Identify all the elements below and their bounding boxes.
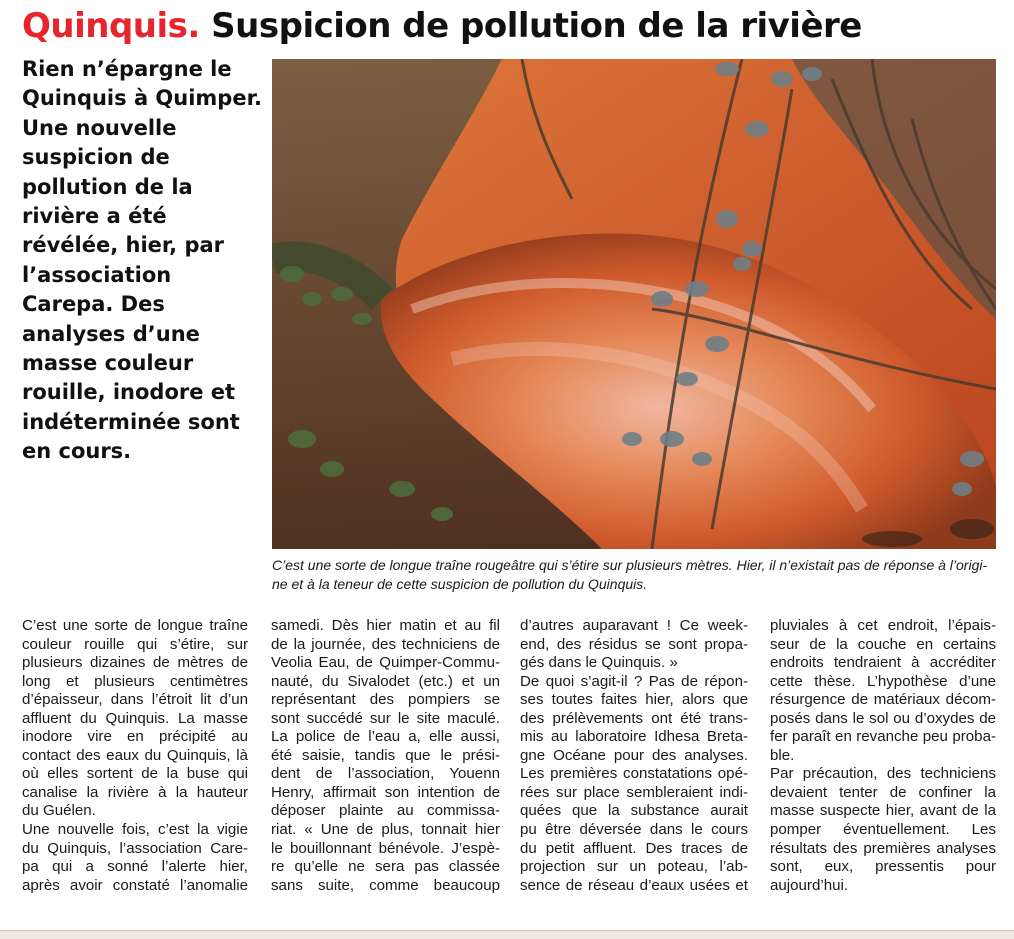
body-line: mis au laboratoire Idhesa Breta-: [520, 728, 748, 746]
body-line: plusieurs dizaines de mètres de: [22, 654, 248, 672]
body-line: du Guélen.: [22, 802, 96, 820]
body-line: La police de l’eau a, elle aussi,: [271, 728, 500, 746]
body-column-2: [271, 617, 500, 895]
lead-line: l’association: [22, 262, 172, 287]
body-line: endroits tendraient à accréditer: [770, 654, 996, 672]
article-photo: [272, 59, 996, 549]
body-line: aujourd’hui.: [770, 876, 849, 894]
body-line: où elles sortent de la buse qui: [22, 765, 248, 783]
body-line: contact des eaux du Quinquis, là: [22, 746, 248, 764]
body-line: couleur rouille qui s’étire, sur: [22, 635, 248, 653]
lead-line: rivière a été: [22, 204, 167, 229]
body-line: re qu’elle ne sera pas classée: [271, 858, 500, 876]
lead-line: suspicion de: [22, 145, 170, 170]
body-line: inodore vire en précipité au: [22, 728, 248, 746]
body-line: quées que la substance aurait: [520, 802, 748, 820]
body-line: Par précaution, des techniciens: [770, 765, 996, 783]
body-line: nauté, du Sivalodet (etc.) et un: [271, 672, 500, 690]
body-line: pa qui a sonné l’alerte hier,: [22, 858, 248, 876]
caption-line: C’est une sorte de longue traîne rougeâtre qui s’étire sur plusieurs mètres. Hier, il n’existait pas de réponse à l’origi-: [272, 557, 988, 573]
headline-title: Suspicion de pollution de la rivière: [211, 6, 862, 46]
body-line: ses toutes faites hier, alors que: [520, 691, 748, 709]
lead-line: révélée, hier, par: [22, 233, 225, 258]
lead-line: analyses d’une: [22, 321, 200, 346]
lead-line: pollution de la: [22, 174, 193, 199]
body-line: du Quinquis, l’association Care-: [22, 839, 248, 857]
headline-place: Quinquis.: [22, 6, 200, 46]
body-line: gne Océane pour des analyses.: [520, 746, 748, 764]
body-line: cette thèse. L’hypothèse d’une: [770, 672, 996, 690]
body-line: affluent du Quinquis. La masse: [22, 709, 248, 727]
body-column-1: [22, 617, 248, 895]
body-line: sence de réseau d’eaux usées et: [520, 876, 748, 894]
body-line: ble.: [770, 746, 795, 764]
lead-line: Une nouvelle: [22, 115, 177, 140]
body-column-4: [770, 617, 996, 895]
body-line: pluviales à cet endroit, l’épais-: [770, 617, 996, 634]
body-line: rées sur place sembleraient indi-: [520, 783, 748, 801]
body-line: sont succédé sur le site maculé.: [271, 709, 500, 727]
body-column-3: [520, 617, 748, 895]
body-line: seur de la couche en certains: [770, 635, 996, 653]
body-line: fer paraît en revanche peu proba-: [770, 728, 996, 746]
body-line: le bouillonnant bénévole. J’espè-: [271, 839, 500, 857]
body-line: riat. « Une de plus, tonnait hier: [271, 821, 500, 839]
caption-line: ne et à la teneur de cette suspicion de pollution du Quinquis.: [272, 576, 648, 592]
lead-line: rouille, inodore et: [22, 380, 236, 405]
body-line: résultats des premières analyses: [770, 839, 996, 857]
body-line: Les premières constatations opé-: [520, 765, 748, 783]
article-headline: [22, 4, 1002, 48]
body-line: déposer plainte au commissa-: [271, 802, 500, 820]
lead-line: Quinquis à Quimper.: [22, 86, 262, 111]
body-line: sans suite, comme beaucoup: [271, 876, 500, 894]
body-line: Henry, affirmait son intention de: [271, 783, 500, 801]
lead-paragraph: [22, 55, 262, 467]
body-line: long et plusieurs centimètres: [22, 672, 248, 690]
body-line: projection sur un poteau, l’ab-: [520, 858, 748, 876]
lead-line: Rien n’épargne le: [22, 57, 232, 81]
body-line: des prélèvements ont été trans-: [520, 709, 748, 727]
body-line: du petit affluent. Des traces de: [520, 839, 748, 857]
body-line: d’autres auparavant ! Ce week-: [520, 617, 748, 634]
body-line: après avoir constaté l’anomalie: [22, 876, 248, 894]
body-line: samedi. Dès hier matin et au fil: [271, 617, 500, 634]
body-line: sont, eux, pressentis pour: [770, 858, 996, 876]
body-line: posés dans le sol ou d’oxydes de: [770, 709, 996, 727]
photo-caption: [272, 556, 1002, 594]
body-line: end, des résidus se sont propa-: [520, 635, 748, 653]
body-line: d’épaisseur, dans l’étroit lit d’un: [22, 691, 248, 709]
body-line: résurgence de matériaux décom-: [770, 691, 996, 709]
body-line: masse suspecte hier, avant de la: [770, 802, 996, 820]
body-line: représentant des pompiers se: [271, 691, 500, 709]
body-line: dent de l’association, Youenn: [271, 765, 500, 783]
body-line: devaient tenter de confiner la: [770, 783, 996, 801]
body-line: canalise la rivière à la hauteur: [22, 783, 248, 801]
body-line: pomper éventuellement. Les: [770, 821, 996, 839]
body-line: Une nouvelle fois, c’est la vigie: [22, 821, 248, 839]
body-line: Veolia Eau, de Quimper-Commu-: [271, 654, 500, 672]
body-line: de la journée, des techniciens de: [271, 635, 500, 653]
lead-line: Carepa. Des: [22, 292, 165, 317]
body-line: De quoi s’agit-il ? Pas de répon-: [520, 672, 748, 690]
body-line: été saisie, tandis que le prési-: [271, 746, 500, 764]
body-line: pu être déversée dans le cours: [520, 821, 748, 839]
lead-line: indéterminée sont: [22, 409, 240, 434]
lead-line: masse couleur: [22, 351, 194, 376]
body-line: gés dans le Quinquis. »: [520, 654, 678, 672]
lead-line: en cours.: [22, 439, 132, 464]
body-line: C’est une sorte de longue traîne: [22, 617, 248, 634]
